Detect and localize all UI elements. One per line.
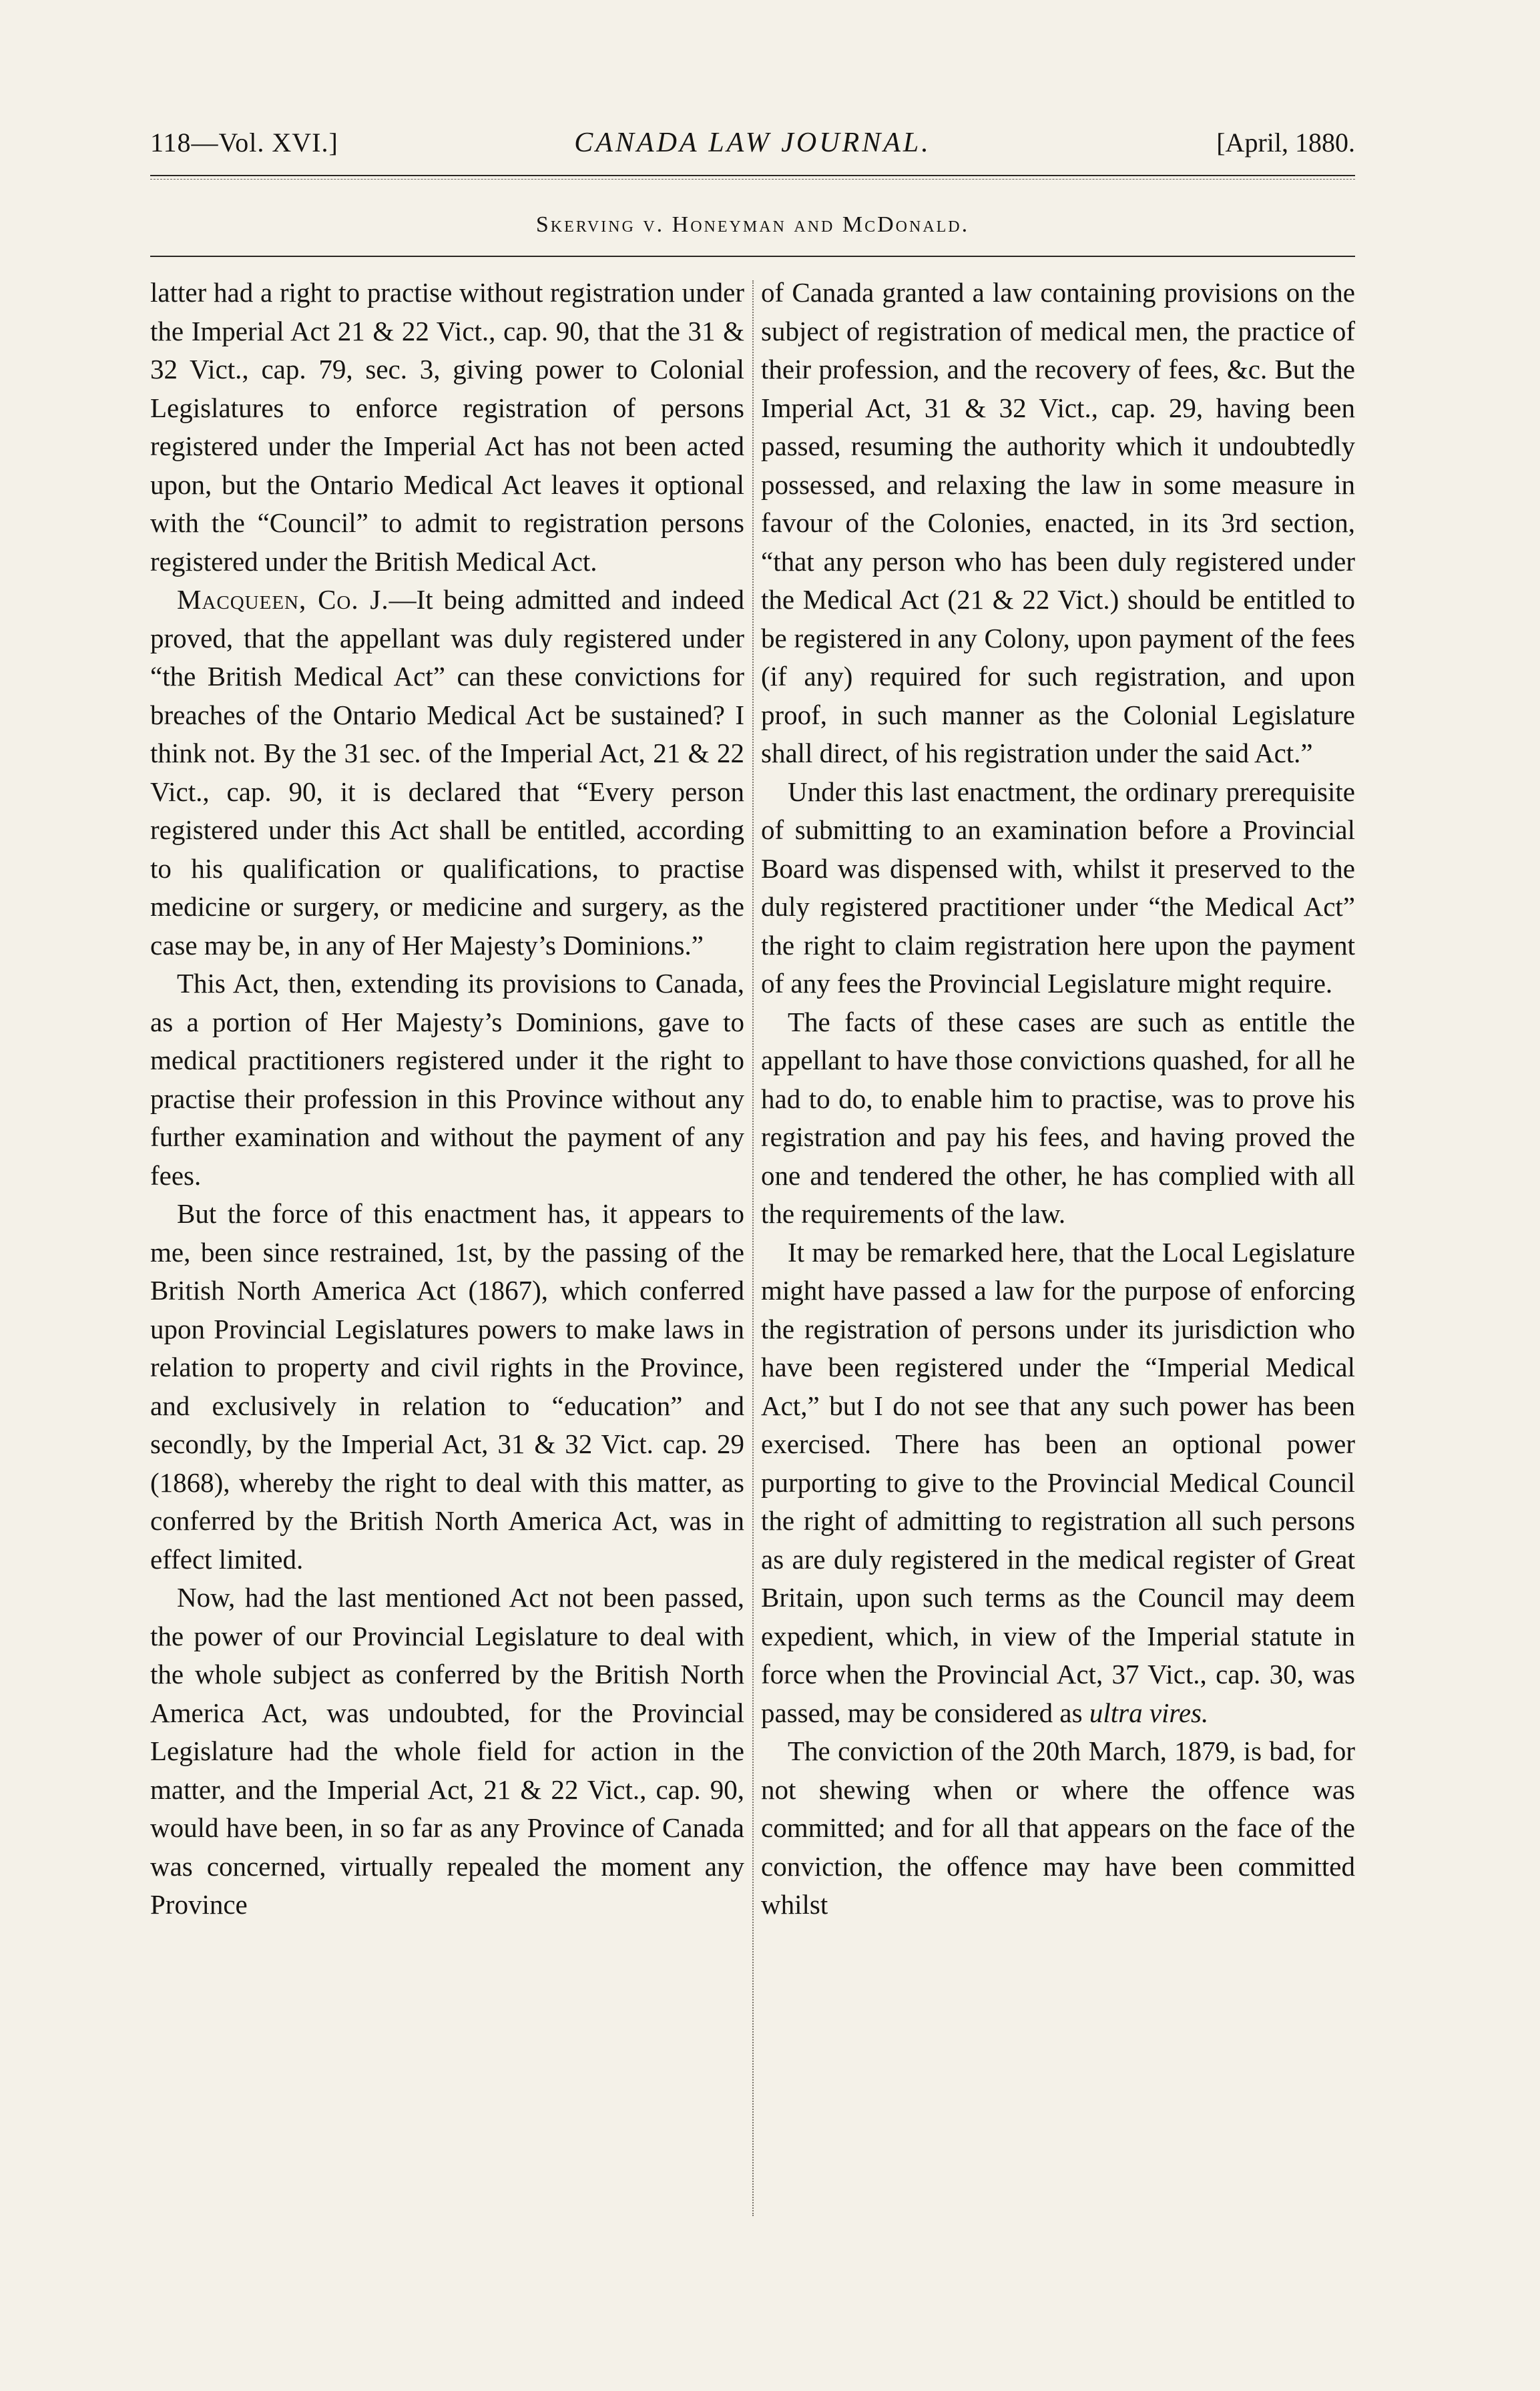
paragraph: of Canada granted a law containing provisions on the subject of registration of medical men, the practice of their profession, and the recovery of fees, &c. But the Imperial Act, 31 & 32 Vict., cap. 29, having been passed, resuming the authority which it undoubtedly possessed, and relaxing the law in some measure in favour of the Colonies, enacted, in its 3rd section, “that any person who has been duly registered under the Medical Act (21 & 22 Vict.) should be entitled to be registered in any Colony, upon payment of the fees (if any) required for such registration, and upon proof, in such manner as the Colonial Legislature shall direct, of his registration under the said Act.” [761,277,1355,768]
column-divider [752,280,754,2216]
paragraph [150,581,744,965]
journal-title: CANADA LAW JOURNAL. [574,127,931,158]
issue-date: [April, 1880. [1216,127,1355,158]
paragraph-text: —It being admitted and indeed proved, that the appellant was duly registered under “the British Medical Act” can these convictions for breaches of the Ontario Medical Act be sustained? I think not. By the 31 sec. of the Imperial Act, 21 & 22 Vict., cap. 90, it is declared that “Every person registered under this Act shall be entitled, according to his qualification or qualifications, to practise medicine or surgery, or medicine and surgery, as the case may be, in any of Her Majesty’s Dominions.” [150,584,744,961]
italic-phrase: ultra vires. [1089,1697,1209,1728]
header-rule [150,175,1355,176]
paragraph: The facts of these cases are such as entitle the appellant to have those convictions quashed, for all he had to do, to enable him to practise, was to prove his registration and pay his fees, and having proved the one and tendered the other, he has complied with all the requirements of the law. [761,1006,1355,1229]
paragraph: This Act, then, extending its provisions to Canada, as a portion of Her Majesty’s Dominions, gave to medical practitioners registered under it the right to practise their profession in this Province without any further examination and without the payment of any fees. [150,968,744,1191]
case-title-rule [150,256,1355,257]
header-rule-dashed [150,179,1355,180]
paragraph: The conviction of the 20th March, 1879, is bad, for not shewing when or where the offence was committed; and for all that appears on the face of the conviction, the offence may have been committed whilst [761,1736,1355,1920]
running-header [150,127,1355,174]
paragraph: Now, had the last mentioned Act not been passed, the power of our Provincial Legislature to deal with the whole subject as conferred by the British North America Act, was undoubted, for the Provincial Legislature had the whole field for action in the matter, and the Imperial Act, 21 & 22 Vict., cap. 90, would have been, in so far as any Province of Canada was concerned, virtually repealed the moment any Province [150,1582,744,1920]
case-title: Skerving v. Honeyman and McDonald. [535,212,970,237]
right-column [761,274,1355,1924]
paragraph: But the force of this enactment has, it appears to me, been since restrained, 1st, by the passing of the British North America Act (1867), which conferred upon Provincial Legislatures powers to make laws in relation to property and civil rights in the Province, and exclusively in relation to “education” and secondly, by the Imperial Act, 31 & 32 Vict. cap. 29 (1868), whereby the right to deal with this matter, as conferred by the British North America Act, was in effect limited. [150,1198,744,1575]
paragraph: Under this last enactment, the ordinary prerequisite of submitting to an examination before a Provincial Board was dispensed with, whilst it preserved to the duly registered practitioner under “the Medical Act” the right to claim registration here upon the payment of any fees the Provincial Legislature might require. [761,776,1355,999]
page-volume: 118—Vol. XVI.] [150,127,338,158]
paragraph-text: It may be remarked here, that the Local Legislature might have passed a law for the purpose of enforcing the registration of persons under its jurisdiction who have been registered under the “Imperial Medical Act,” but I do not see that any such power has been exercised. There has been an optional power purporting to give to the Provincial Medical Council the right of admitting to registration all such persons as are duly registered in the medical register of Great Britain, upon such terms as the Council may deem expedient, which, in view of the Imperial statute in force when the Provincial Act, 37 Vict., cap. 30, was passed, may be considered as [761,1236,1355,1728]
paragraph: latter had a right to practise without registration under the Imperial Act 21 & 22 Vict., cap. 90, that the 31 & 32 Vict., cap. 79, sec. 3, giving power to Colonial Legislatures to enforce registration of persons registered under the Imperial Act has not been acted upon, but the Ontario Medical Act leaves it optional with the “Council” to admit to registration persons registered under the British Medical Act. [150,277,744,577]
paragraph [761,1234,1355,1733]
left-column [150,274,744,1924]
judge-name: Macqueen, Co. J. [177,584,389,615]
